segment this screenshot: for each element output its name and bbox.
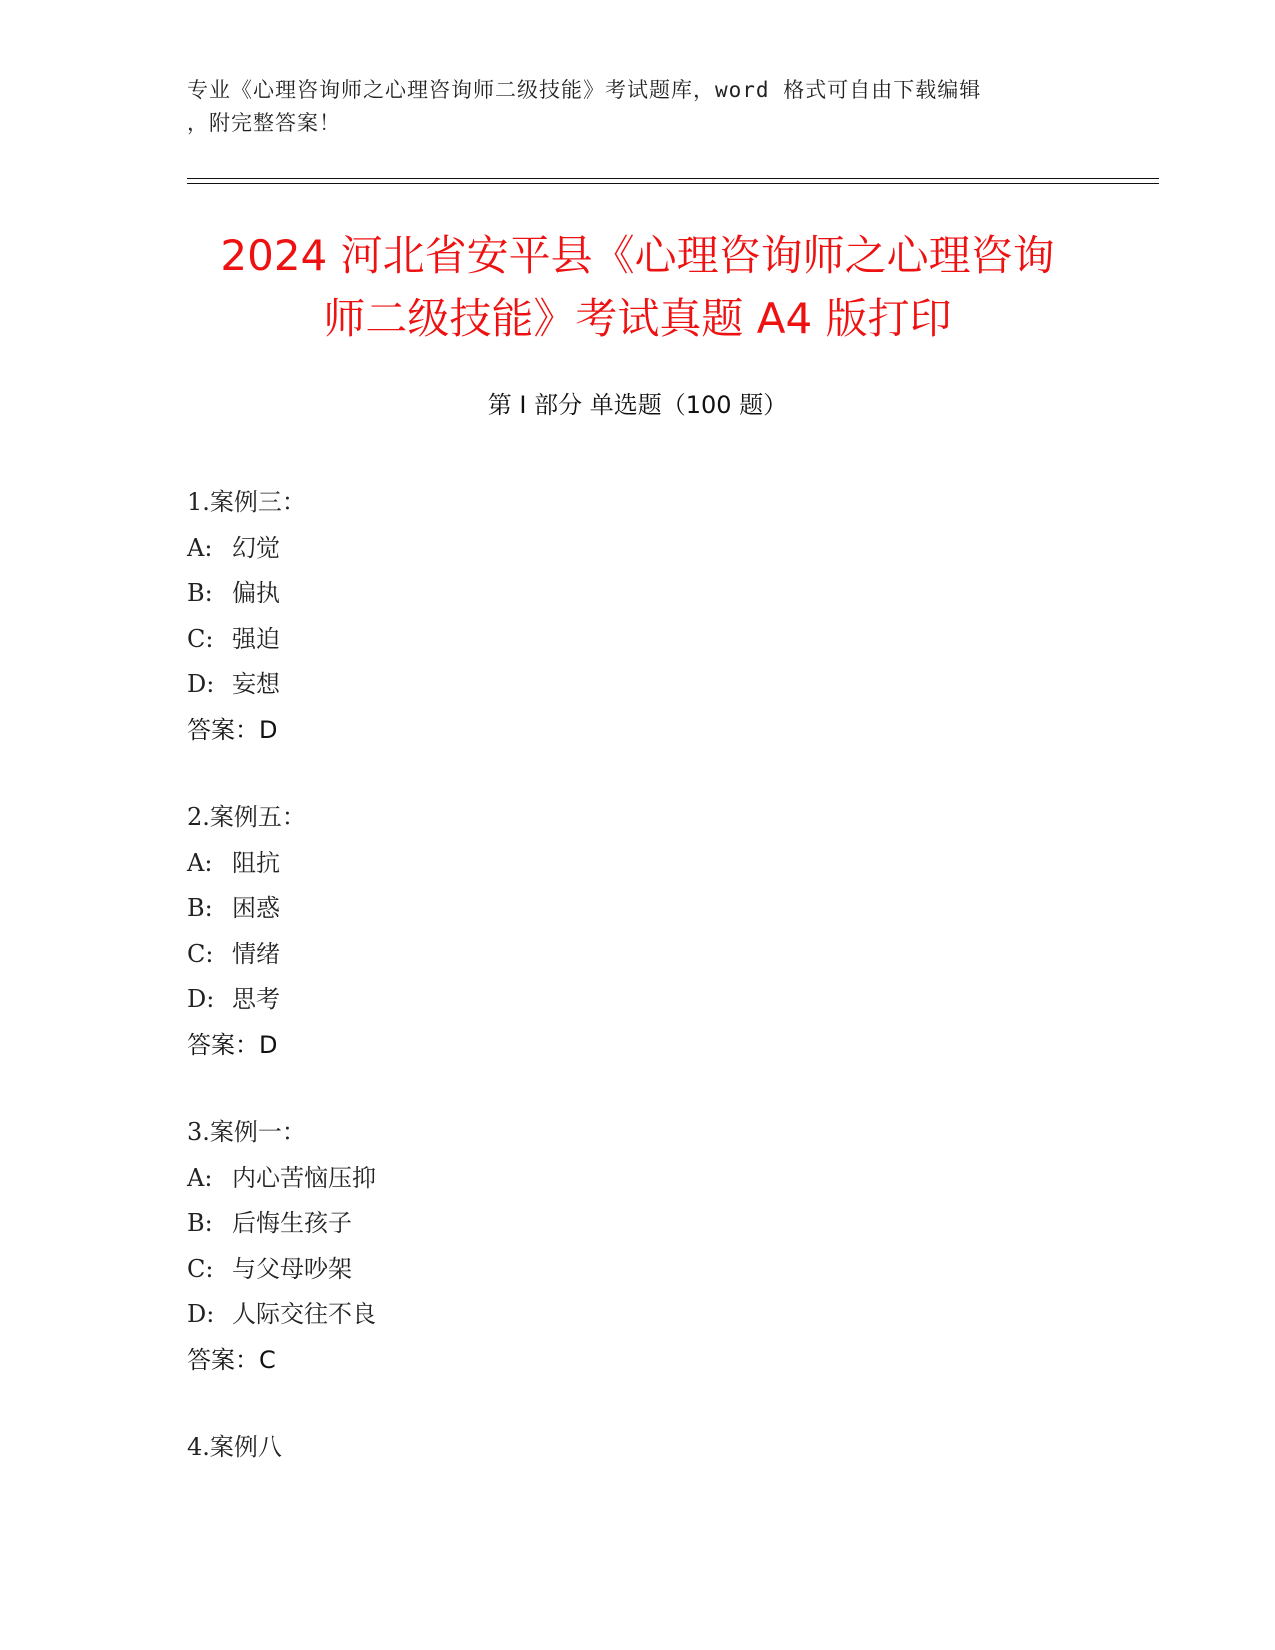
header-note-line2: ，附完整答案！ — [187, 111, 341, 135]
option-text: 情绪 — [232, 939, 280, 968]
option-c — [187, 617, 1087, 663]
question-3 — [187, 1110, 1087, 1383]
option-text: 思考 — [232, 985, 280, 1013]
option-letter: D: — [187, 985, 215, 1013]
option-letter: A: — [187, 848, 213, 877]
header-divider-top — [187, 178, 1159, 179]
question-stem: 2.案例五： — [187, 803, 306, 831]
section-title: 第 I 部分 单选题（100 题） — [487, 391, 788, 419]
option-text: 后悔生孩子 — [232, 1209, 352, 1237]
option-letter: C: — [187, 624, 214, 653]
option-letter: B: — [187, 894, 213, 922]
option-text: 妄想 — [232, 670, 280, 698]
option-b — [187, 886, 1087, 932]
option-a — [187, 1156, 1087, 1202]
header-note — [187, 74, 1087, 140]
option-text: 内心苦恼压抑 — [232, 1163, 376, 1192]
option-letter: D: — [187, 1300, 215, 1328]
question-list — [187, 480, 1087, 1513]
option-d — [187, 662, 1087, 708]
question-2 — [187, 795, 1087, 1068]
document-title-line2: 师二级技能》考试真题 A4 版打印 — [323, 294, 952, 343]
question-stem: 3.案例一： — [187, 1118, 306, 1146]
option-text: 困惑 — [232, 894, 280, 922]
option-letter: B: — [187, 1209, 213, 1237]
option-c — [187, 932, 1087, 978]
option-text: 偏执 — [232, 579, 280, 607]
option-c — [187, 1247, 1087, 1293]
option-a — [187, 526, 1087, 572]
option-text: 阻抗 — [232, 848, 280, 877]
question-1 — [187, 480, 1087, 753]
option-text: 幻觉 — [232, 533, 280, 562]
question-stem: 1.案例三： — [187, 488, 306, 516]
option-d — [187, 1292, 1087, 1338]
header-divider-bottom — [187, 183, 1159, 184]
question-4 — [187, 1425, 1087, 1471]
option-b — [187, 1201, 1087, 1247]
option-letter: A: — [187, 1163, 213, 1192]
answer-line: 答案：D — [187, 715, 278, 744]
option-letter: C: — [187, 939, 214, 968]
option-text: 强迫 — [232, 624, 280, 653]
option-letter: A: — [187, 533, 213, 562]
option-letter: C: — [187, 1254, 214, 1283]
document-title — [150, 224, 1125, 350]
answer-line: 答案：C — [187, 1345, 276, 1374]
document-title-line1: 2024 河北省安平县《心理咨询师之心理咨询 — [220, 231, 1055, 280]
answer-line: 答案：D — [187, 1030, 278, 1059]
question-stem: 4.案例八 — [187, 1433, 282, 1461]
option-letter: D: — [187, 670, 215, 698]
option-a — [187, 841, 1087, 887]
option-b — [187, 571, 1087, 617]
header-note-line1: 专业《心理咨询师之心理咨询师二级技能》考试题库，word 格式可自由下载编辑 — [187, 78, 982, 102]
option-text: 人际交往不良 — [232, 1300, 376, 1328]
option-text: 与父母吵架 — [232, 1254, 352, 1283]
option-letter: B: — [187, 579, 213, 607]
option-d — [187, 977, 1087, 1023]
